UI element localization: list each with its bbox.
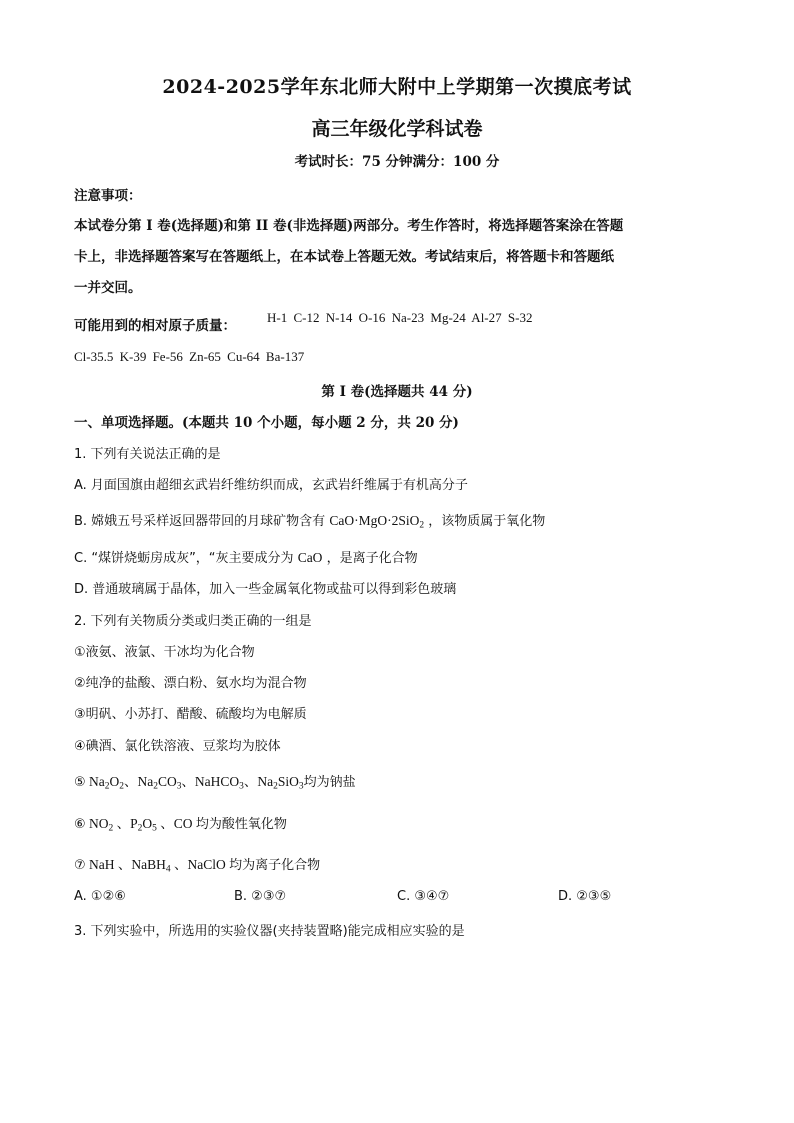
q2-option-c: C. ③④⑦ [397, 889, 450, 904]
q1-option-c-formula: CaO [297, 550, 323, 565]
q1-option-c-suffix: ，是离子化合物 [326, 551, 418, 566]
q2-option-a: A. ①②⑥ [74, 889, 126, 904]
notice-line-3: 一并交回。 [74, 280, 142, 296]
q2-item-6-mark: ⑥ [74, 817, 86, 832]
notice-line-1: 本试卷分第 I 卷(选择题)和第 II 卷(非选择题)两部分。考生作答时，将选择题答案涂在答题 [74, 218, 624, 234]
q2-item-2: ②纯净的盐酸、漂白粉、氨水均为混合物 [74, 676, 307, 691]
q2-option-b: B. ②③⑦ [234, 889, 287, 904]
q1-option-c [74, 547, 418, 566]
q2-item-6 [74, 812, 287, 832]
q1-option-d: D. 普通玻璃属于晶体，加入一些金属氧化物或盐可以得到彩色玻璃 [74, 582, 457, 597]
q1-option-b [74, 510, 545, 529]
q2-option-d: D. ②③⑤ [558, 889, 612, 904]
exam-subtitle: 高三年级化学科试卷 [311, 118, 483, 140]
atomic-mass-label: 可能用到的相对原子质量： [74, 318, 236, 334]
q2-item-4: ④碘酒、氯化铁溶液、豆浆均为胶体 [74, 739, 281, 754]
q2-item-6-formulas: $NO_2$ 、$P_2O_5$ 、CO [85, 816, 196, 834]
q2-item-7-suffix: 均为离子化合物 [229, 858, 321, 873]
q2-stem: 2. 下列有关物质分类或归类正确的一组是 [74, 614, 312, 629]
notice-line-2: 卡上，非选择题答案写在答题纸上，在本试卷上答题无效。考试结束后，将答题卡和答题纸 [74, 249, 614, 265]
q3-stem: 3. 下列实验中，所选用的实验仪器(夹持装置略)能完成相应实验的是 [74, 924, 465, 939]
q1-option-c-prefix: C. “煤饼烧蛎房成灰”，“灰主要成分为 [74, 551, 294, 566]
q1-option-a: A. 月面国旗由超细玄武岩纤维纺织而成，玄武岩纤维属于有机高分子 [74, 478, 468, 493]
atomic-mass-line-1: H-1 C-12 N-14 O-16 Na-23 Mg-24 Al-27 S-32 [267, 310, 533, 325]
q2-item-6-suffix: 均为酸性氧化物 [195, 817, 287, 832]
exam-info: 考试时长：75 分钟满分：100 分 [294, 154, 500, 170]
q2-item-7-formulas: NaH 、NaBH$_4$ 、NaClO [85, 857, 230, 875]
q2-item-5 [74, 770, 356, 790]
atomic-mass-line-2: Cl-35.5 K-39 Fe-56 Zn-65 Cu-64 Ba-137 [74, 349, 305, 364]
q1-option-b-suffix: ，该物质属于氧化物 [428, 514, 546, 529]
q1-option-b-prefix: B. 嫦娥五号采样返回器带回的月球矿物含有 [74, 514, 326, 529]
notice-heading: 注意事项： [74, 188, 142, 204]
part-title: 一、单项选择题。(本题共 10 个小题，每小题 2 分，共 20 分) [74, 415, 459, 431]
q1-option-b-formula [329, 513, 425, 531]
q2-item-5-mark: ⑤ [74, 775, 86, 790]
q2-item-7 [74, 853, 320, 873]
q1-option-b-formula-sub: 2 [419, 520, 425, 531]
q2-item-5-formulas: $Na_2O_2$、$Na_2CO_3$、NaHCO$_3$、$Na_2SiO_3$ [85, 774, 304, 792]
q2-item-5-suffix: 均为钠盐 [303, 775, 356, 790]
q2-item-3: ③明矾、小苏打、醋酸、硫酸均为电解质 [74, 707, 307, 722]
exam-title: 2024-2025学年东北师大附中上学期第一次摸底考试 [162, 76, 632, 98]
q1-option-b-formula-main: CaO·MgO·2SiO [329, 513, 420, 528]
q2-item-1: ①液氨、液氯、干冰均为化合物 [74, 645, 255, 660]
section-title: 第 I 卷(选择题共 44 分) [321, 384, 473, 400]
q2-item-7-mark: ⑦ [74, 858, 86, 873]
q1-stem: 1. 下列有关说法正确的是 [74, 447, 221, 462]
